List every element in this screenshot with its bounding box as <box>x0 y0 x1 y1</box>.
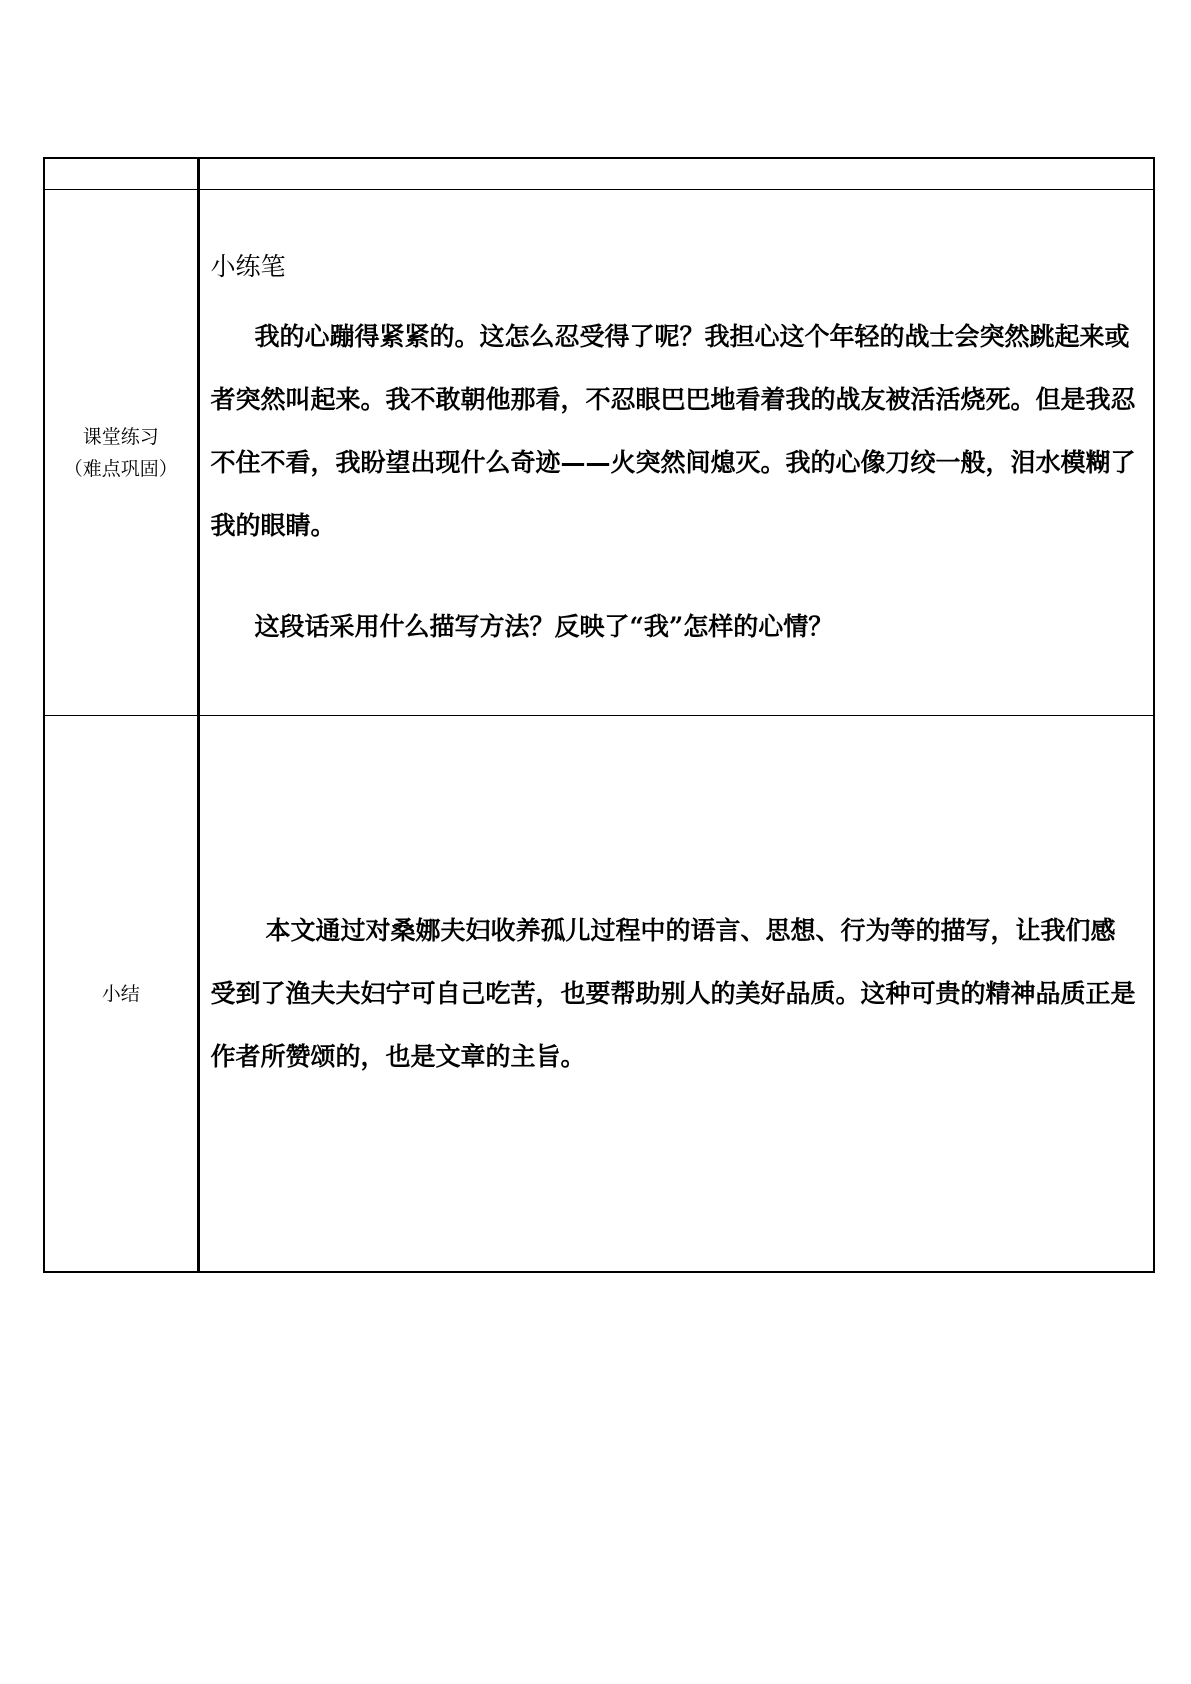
exercise-sublabel: （难点巩固） <box>63 457 178 480</box>
exercise-row <box>44 190 1154 716</box>
exercise-label-cell <box>44 190 198 716</box>
exercise-content-cell <box>198 190 1154 716</box>
summary-content-cell <box>198 716 1154 1273</box>
exercise-label: 课堂练习 <box>82 425 159 448</box>
exercise-heading: 小练笔 <box>210 252 286 281</box>
table-header-row <box>44 158 1154 190</box>
header-left-cell <box>44 158 198 190</box>
exercise-passage: 我的心蹦得紧紧的。这怎么忍受得了呢？我担心这个年轻的战士会突然跳起来或者突然叫起来。我不敢朝他那看，不忍眼巴巴地看着我的战友被活活烧死。但是我忍不住不看，我盼望出现什么奇迹——火突然间熄灭。我的心像刀绞一般，泪水模糊了我的眼睛。 <box>210 322 1136 540</box>
summary-row <box>44 716 1154 1273</box>
summary-label: 小结 <box>101 982 140 1005</box>
summary-label-cell <box>44 716 198 1273</box>
lesson-table <box>43 157 1155 1273</box>
summary-text: 本文通过对桑娜夫妇收养孤儿过程中的语言、思想、行为等的描写，让我们感受到了渔夫夫妇宁可自己吃苦，也要帮助别人的美好品质。这种可贵的精神品质正是作者所赞颂的，也是文章的主旨。 <box>210 916 1136 1071</box>
exercise-question: 这段话采用什么描写方法？反映了“我”怎样的心情？ <box>254 612 834 641</box>
header-right-cell <box>198 158 1154 190</box>
